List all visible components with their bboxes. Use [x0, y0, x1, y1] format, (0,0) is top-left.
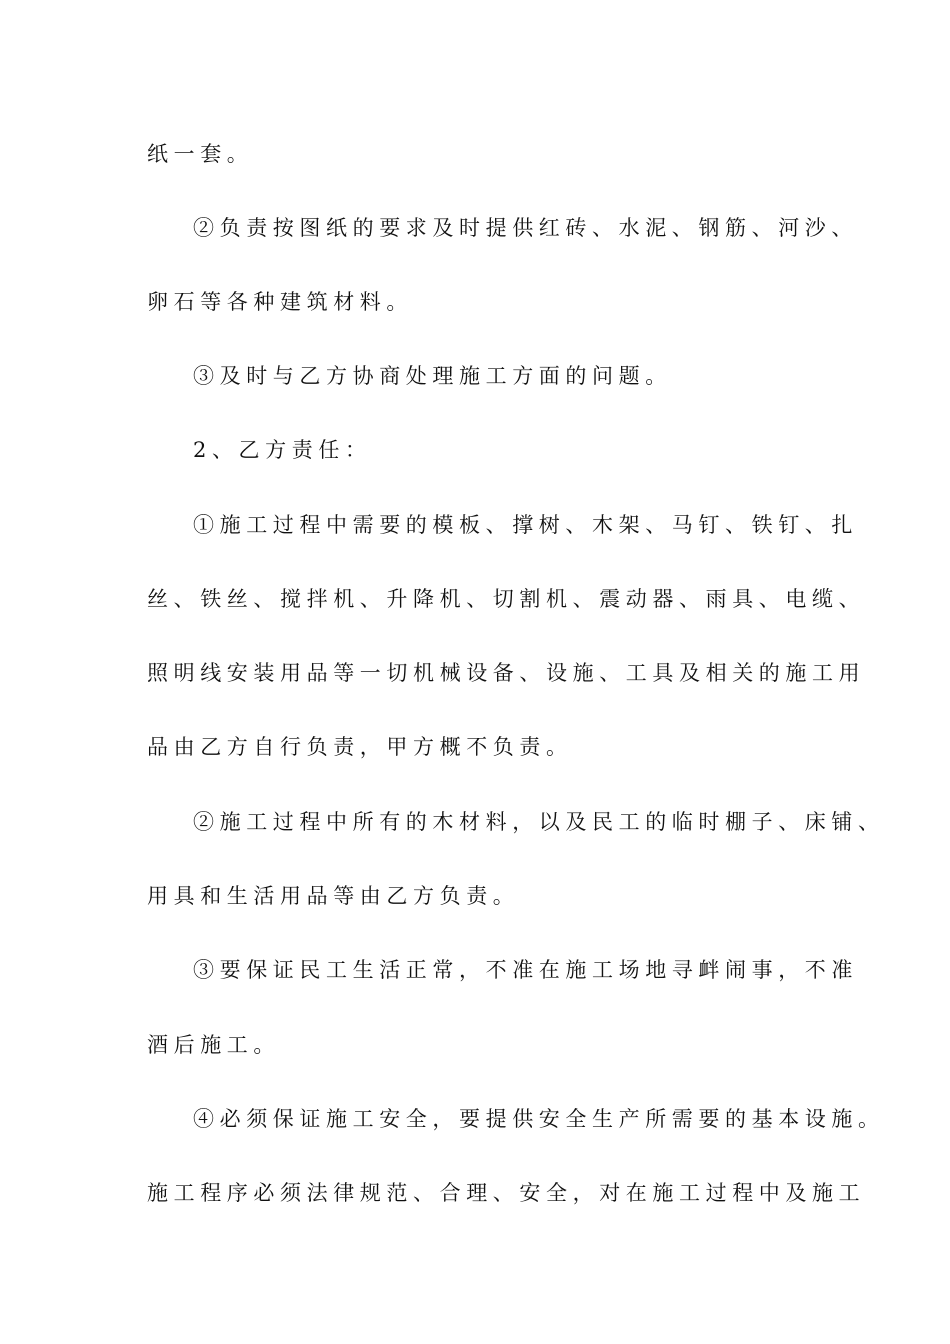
text-line: ①施工过程中需要的模板、撑树、木架、马钉、铁钉、扎	[193, 513, 858, 537]
text-line: ②施工过程中所有的木材料，以及民工的临时棚子、床铺、	[193, 810, 885, 834]
text-line: 丝、铁丝、搅拌机、升降机、切割机、震动器、雨具、电缆、	[147, 587, 866, 611]
text-line: 酒后施工。	[147, 1033, 280, 1057]
section-heading: 2、乙方责任：	[193, 438, 372, 462]
text-line: ④必须保证施工安全，要提供安全生产所需要的基本设施。	[193, 1107, 885, 1131]
text-line: ③要保证民工生活正常，不准在施工场地寻衅闹事，不准	[193, 958, 858, 982]
text-line: 卵石等各种建筑材料。	[147, 290, 413, 314]
text-line: ②负责按图纸的要求及时提供红砖、水泥、钢筋、河沙、	[193, 216, 858, 240]
text-line: 品由乙方自行负责，甲方概不负责。	[147, 735, 573, 759]
text-line: ③及时与乙方协商处理施工方面的问题。	[193, 364, 672, 388]
text-line: 纸一套。	[147, 142, 254, 166]
text-line: 用具和生活用品等由乙方负责。	[147, 884, 520, 908]
text-line: 照明线安装用品等一切机械设备、设施、工具及相关的施工用	[147, 661, 866, 685]
text-line: 施工程序必须法律规范、合理、安全，对在施工过程中及施工	[147, 1181, 866, 1205]
